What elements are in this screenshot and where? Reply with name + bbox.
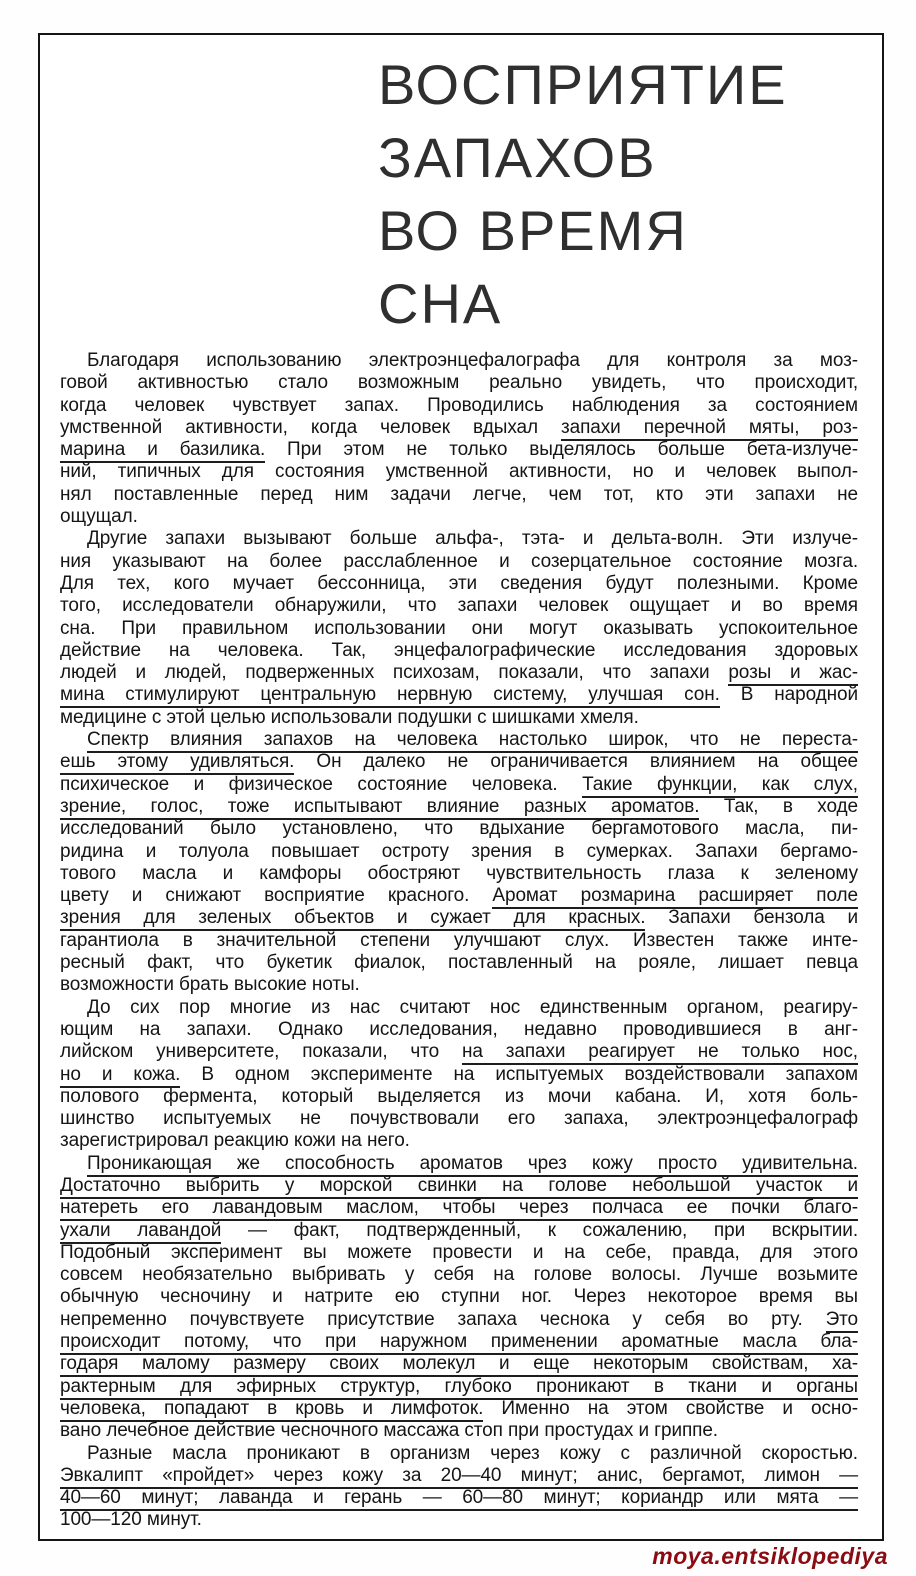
text-line [60,774,858,796]
text-line [60,1130,858,1152]
text-segment: В народной [719,684,859,706]
text-line [60,729,858,751]
text-segment: медицине с этой целью использовали подушки с шишками хмеля. [60,706,639,728]
text-line [60,707,858,729]
text-segment: ощущал. [60,506,138,528]
underlined-text: Достаточно выбрить у морской свинки на голове небольшой участок и [60,1175,858,1199]
text-line [60,439,858,461]
text-segment: ния указывают на более расслабленное и созерцательное состояние мозга. [60,550,858,572]
text-segment: Именно на этом свойстве и осно- [483,1397,858,1419]
text-line [60,1286,858,1308]
text-line [60,662,858,684]
text-segment: говой активностью стало возможным реально увидеть, что происходит, [60,372,858,394]
title-line-1: ВОСПРИЯТИЕ [378,53,788,116]
text-line [60,372,858,394]
underlined-text: Такие функции, как слух, [582,774,858,798]
article-title [378,48,788,340]
underlined-text: Эвкалипт «пройдет» через кожу за 20—40 минут; анис, бергамот, лимон — [60,1465,858,1489]
text-segment: Благодаря использованию электроэнцефалографа для контроля за моз- [87,350,858,371]
text-segment: Так, в ходе [699,795,858,817]
text-line [60,1443,858,1465]
text-segment: ресный факт, что букетик фиалок, поставленный на рояле, лишает певца [60,952,858,974]
underlined-text: ухали лавандой [60,1220,221,1244]
text-line [60,484,858,506]
underlined-text: на запахи реагирует не только нос, [462,1041,858,1065]
text-line [60,1041,858,1063]
text-segment: Разные масла проникают в организм через кожу с различной скоростью. [87,1442,858,1464]
underlined-text: рактерным для эфирных структур, глубоко проникают в ткани и органы [60,1376,858,1400]
underlined-text: происходит потому, что при наружном применении ароматные масла бла- [60,1331,858,1355]
underlined-text: ешь этому удивляться. [60,751,294,775]
underlined-text: Аромат розмарина расширяет поле [492,885,858,909]
text-segment: вано лечебное действие чесночного массажа стоп при простудах и гриппе. [60,1420,718,1442]
watermark: moya.entsiklopediya [652,1543,888,1569]
text-segment: шинство испытуемых не почувствовали его запаха, электроэнцефалограф [60,1108,858,1130]
text-segment: лийском университете, показали, что [60,1041,462,1063]
text-line [60,1064,858,1086]
text-body [60,350,858,1532]
text-line [60,573,858,595]
text-line [60,930,858,952]
underlined-text: натереть его лавандовым маслом, чтобы через полчаса ее почки благо- [60,1197,858,1221]
text-line [60,1420,858,1442]
text-line [60,1242,858,1264]
text-line [60,1197,858,1219]
text-line [60,417,858,439]
text-line [60,551,858,573]
text-segment: психическое и физическое состояние человека. [60,773,583,795]
underlined-text: марина и базилика. [60,439,265,463]
text-segment: непременно почувствуете присутствие запаха чеснока у себя во рту. [60,1308,826,1330]
text-line [60,350,858,372]
text-line [60,1309,858,1331]
text-line [60,395,858,417]
underlined-text: розы и жас- [728,662,858,686]
text-line [60,1398,858,1420]
underlined-text: запахи перечной мяты, роз- [561,417,858,441]
text-segment: Он далеко не ограничивается влиянием на общее [294,751,858,773]
text-line [60,595,858,617]
text-segment: ющим на запахи. Однако исследования, недавно проводившиеся в анг- [60,1018,858,1040]
text-line [60,1509,858,1531]
text-line [60,1465,858,1487]
text-segment: 100—120 минут. [60,1509,202,1531]
underlined-text: но и кожа. [60,1064,180,1088]
text-segment: Запахи бензола и [645,907,858,929]
text-segment: людей и людей, подверженных психозам, показали, что запахи [60,662,729,684]
text-segment: зарегистрировал реакцию кожи на него. [60,1130,410,1152]
text-segment: нял поставленные перед ним задачи легче, чем тот, кто эти запахи не [60,483,858,505]
underlined-text: годаря малому размеру своих молекул и еще некоторым свойствам, ха- [60,1353,858,1377]
text-line [60,1108,858,1130]
underlined-text: Проникающая же способность ароматов чрез кожу просто удивительна. [87,1153,858,1177]
text-segment: возможности брать высокие ноты. [60,974,360,996]
text-segment: ний, типичных для состояния умственной активности, но и человек выпол- [60,461,858,483]
text-line [60,1086,858,1108]
text-segment: сна. При правильном использовании они могут оказывать успокоительное [60,617,858,639]
text-line [60,885,858,907]
text-line [60,640,858,662]
title-line-2: ЗАПАХОВ [378,126,657,189]
text-segment: умственной активности, когда человек вдыхал [60,416,562,438]
text-line [60,997,858,1019]
text-line [60,796,858,818]
text-line [60,1487,858,1509]
text-line [60,818,858,840]
text-line [60,461,858,483]
text-line [60,907,858,929]
text-line [60,1331,858,1353]
underlined-text: 40—60 минут; лаванда и герань — 60—80 минут; кориандр или мята — [60,1487,858,1511]
underlined-text: зрение, голос, тоже испытывают влияние разных ароматов. [60,796,699,820]
text-line [60,952,858,974]
text-line [60,1175,858,1197]
text-line [60,1264,858,1286]
text-line [60,618,858,640]
text-line [60,841,858,863]
underlined-text: мина стимулируют центральную нервную систему, улучшая сон. [60,684,720,708]
text-segment: В одном эксперименте на испытуемых воздействовали запахом [180,1063,858,1085]
text-segment: гарантиола в значительной степени улучшают слух. Известен также инте- [60,929,858,951]
text-segment: исследований было установлено, что вдыхание бергамотового масла, пи- [60,818,858,840]
text-segment: цвету и снижают восприятие красного. [60,885,493,907]
text-segment: обычную чесночину и натрите ею ступни ног. Через некоторое время вы [60,1286,858,1308]
text-line [60,974,858,996]
underlined-text: Это [826,1309,858,1333]
text-line [60,751,858,773]
text-line [60,506,858,528]
title-line-4: СНА [378,272,503,335]
text-segment: Для тех, кого мучает бессонница, эти сведения будут полезными. Кроме [60,572,858,594]
text-line [60,1019,858,1041]
text-segment: когда человек чувствует запах. Проводились наблюдения за состоянием [60,394,858,416]
text-line [60,684,858,706]
text-line [60,528,858,550]
title-line-3: ВО ВРЕМЯ [378,199,688,262]
text-segment: — факт, подтвержденный, к сожалению, при вскрытии. [221,1219,858,1241]
text-line [60,863,858,885]
text-line [60,1353,858,1375]
text-segment: При этом не только выделялось больше бета-излуче- [265,439,858,461]
underlined-text: зрения для зеленых объектов и сужает для красных. [60,907,645,931]
text-segment: полового фермента, который выделяется из мочи кабана. И, хотя боль- [60,1085,858,1107]
text-line [60,1376,858,1398]
underlined-text: человека, попадают в кровь и лимфоток. [60,1398,483,1422]
text-segment: совсем необязательно выбривать у себя на голове волосы. Лучше возьмите [60,1264,858,1286]
text-segment: До сих пор многие из нас считают нос единственным органом, реагиру- [87,996,858,1018]
text-line [60,1220,858,1242]
underlined-text: Спектр влияния запахов на человека настолько широк, что не переста- [87,729,858,753]
text-line [60,1153,858,1175]
text-segment: ридина и толуола повышает остроту зрения в сумерках. Запахи бергамо- [60,840,858,862]
text-segment: действие на человека. Так, энцефалографические исследования здоровых [60,639,858,661]
text-segment: того, исследователи обнаружили, что запахи человек ощущает и во время [60,595,858,617]
text-segment: Другие запахи вызывают больше альфа-, тэта- и дельта-волн. Эти излуче- [87,528,858,550]
text-segment: Подобный эксперимент вы можете провести и на себе, правда, для этого [60,1241,858,1263]
text-segment: тового масла и камфоры обостряют чувствительность глаза к зеленому [60,862,858,884]
